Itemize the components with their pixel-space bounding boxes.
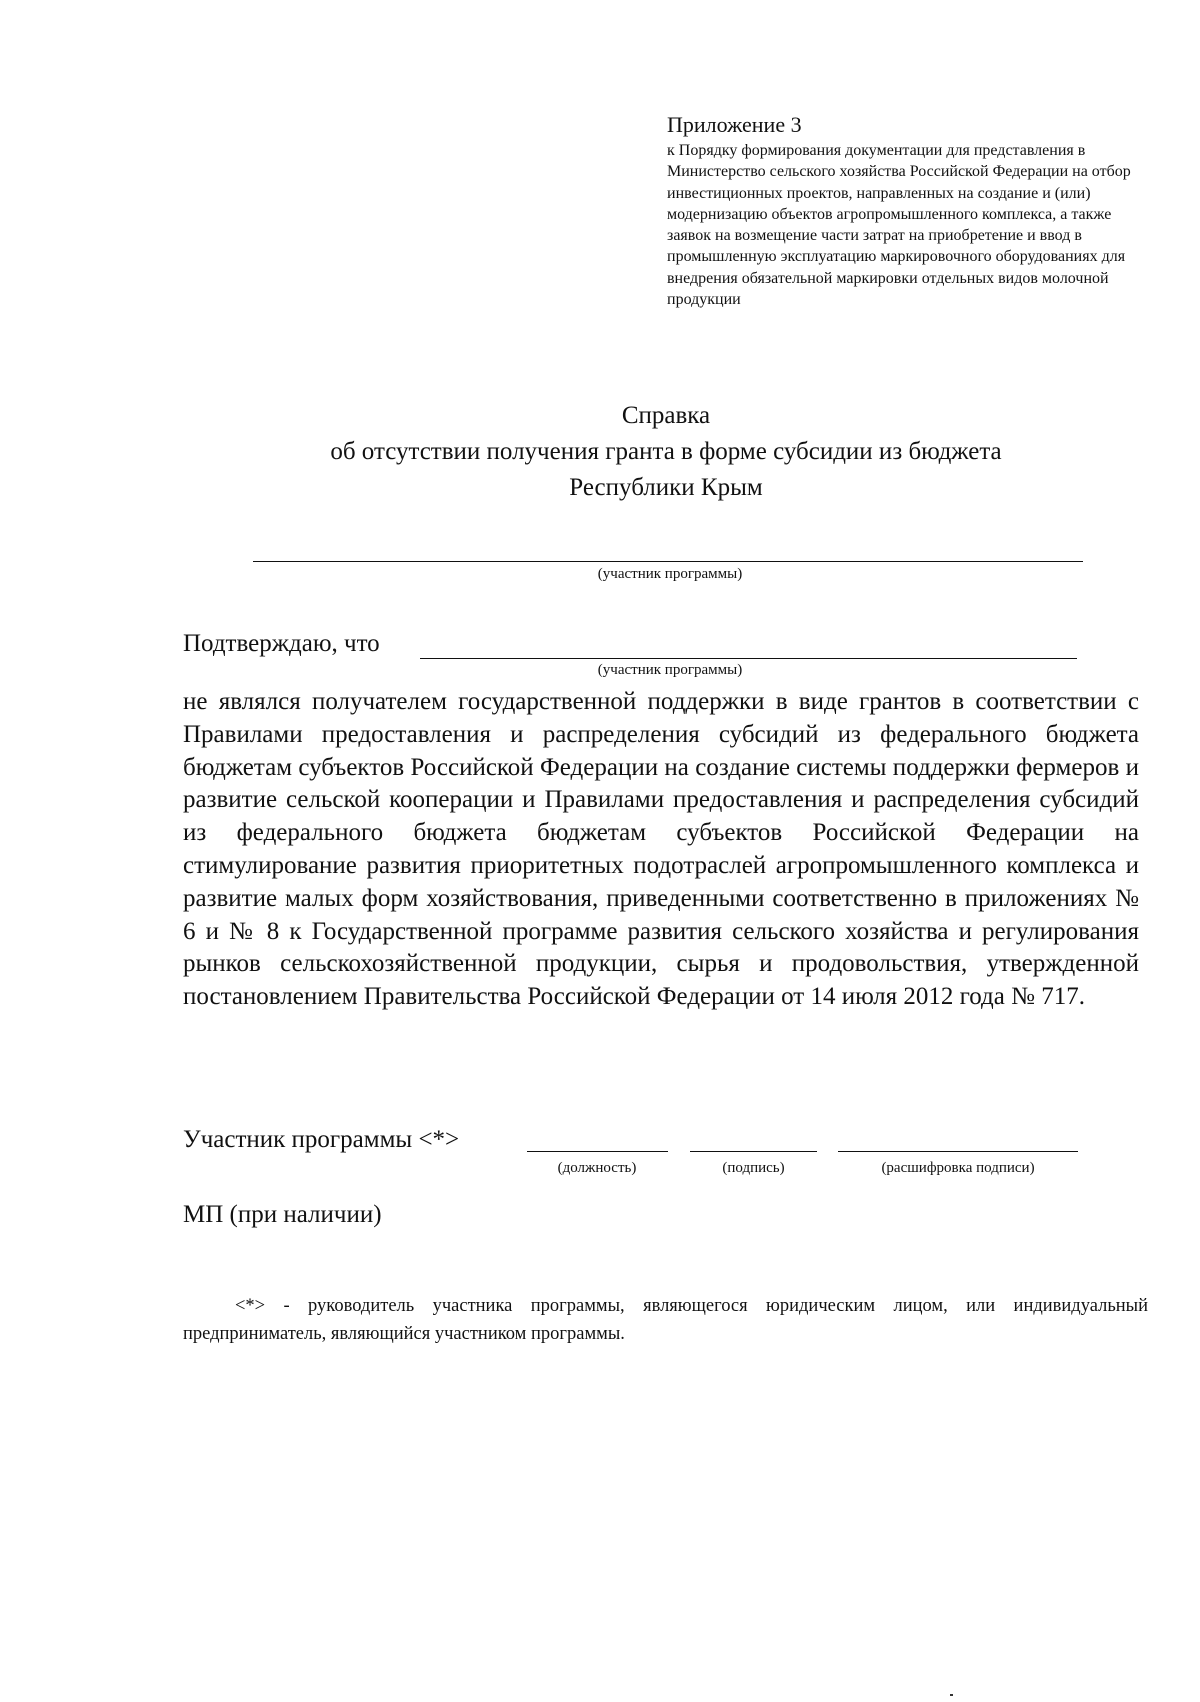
position-blank-line — [527, 1151, 668, 1152]
confirm-label: Подтверждаю, что — [183, 630, 380, 657]
appendix-title: Приложение 3 — [667, 112, 802, 137]
participant-caption: (участник программы) — [597, 566, 743, 582]
decode-caption: (расшифровка подписи) — [881, 1160, 1035, 1176]
sign-caption: (подпись) — [722, 1160, 785, 1176]
seal-note: МП (при наличии) — [183, 1201, 382, 1228]
signature-label: Участник программы <*> — [183, 1126, 460, 1153]
scan-speck — [950, 1694, 953, 1696]
appendix-block — [667, 112, 1147, 310]
footnote: <*> - руководитель участника программы, являющегося юридическим лицом, или индивидуальный предприниматель, являющийся участником программы. — [183, 1296, 1148, 1344]
document-title: Справка — [621, 402, 711, 429]
confirm-blank-line — [420, 658, 1077, 659]
position-caption: (должность) — [557, 1160, 637, 1176]
body-paragraph: не являлся получателем государственной поддержки в виде грантов в соответствии с Правилами предоставления и распределения субсидий из федерального бюджета бюджетам субъектов Российской Федерации на создание системы поддержки фермеров и развитие сельской кооперации и Правилами предоставления и распределения субсидий из федерального бюджета бюджетам субъектов Российской Федерации на стимулирование развития приоритетных подотраслей агропромышленного комплекса и развитие малых форм хозяйствования, приведенными соответственно в приложениях № 6 и № 8 к Государственной программе развития сельского хозяйства и регулирования рынков сельскохозяйственной продукции, сырья и продовольствия, утвержденной постановлением Правительства Российской Федерации от 14 июля 2012 года № 717. — [183, 688, 1139, 1011]
confirm-caption: (участник программы) — [597, 662, 743, 678]
decode-blank-line — [838, 1151, 1078, 1152]
sign-blank-line — [690, 1151, 817, 1152]
participant-blank-line — [253, 561, 1083, 562]
appendix-text: к Порядку формирования документации для представления в Министерство сельского хозяйства Российской Федерации на отбор инвестиционных проектов, направленных на создание и (или) модернизацию объектов агропромышленного комплекса, а также заявок на возмещение части затрат на приобретение и ввод в промышленную эксплуатацию маркировочного оборудованиях для внедрения обязательной маркировки отдельных видов молочной продукции — [667, 142, 1131, 309]
document-subtitle-line2: Республики Крым — [569, 474, 763, 501]
document-subtitle-line1: об отсутствии получения гранта в форме субсидии из бюджета — [330, 438, 1002, 465]
